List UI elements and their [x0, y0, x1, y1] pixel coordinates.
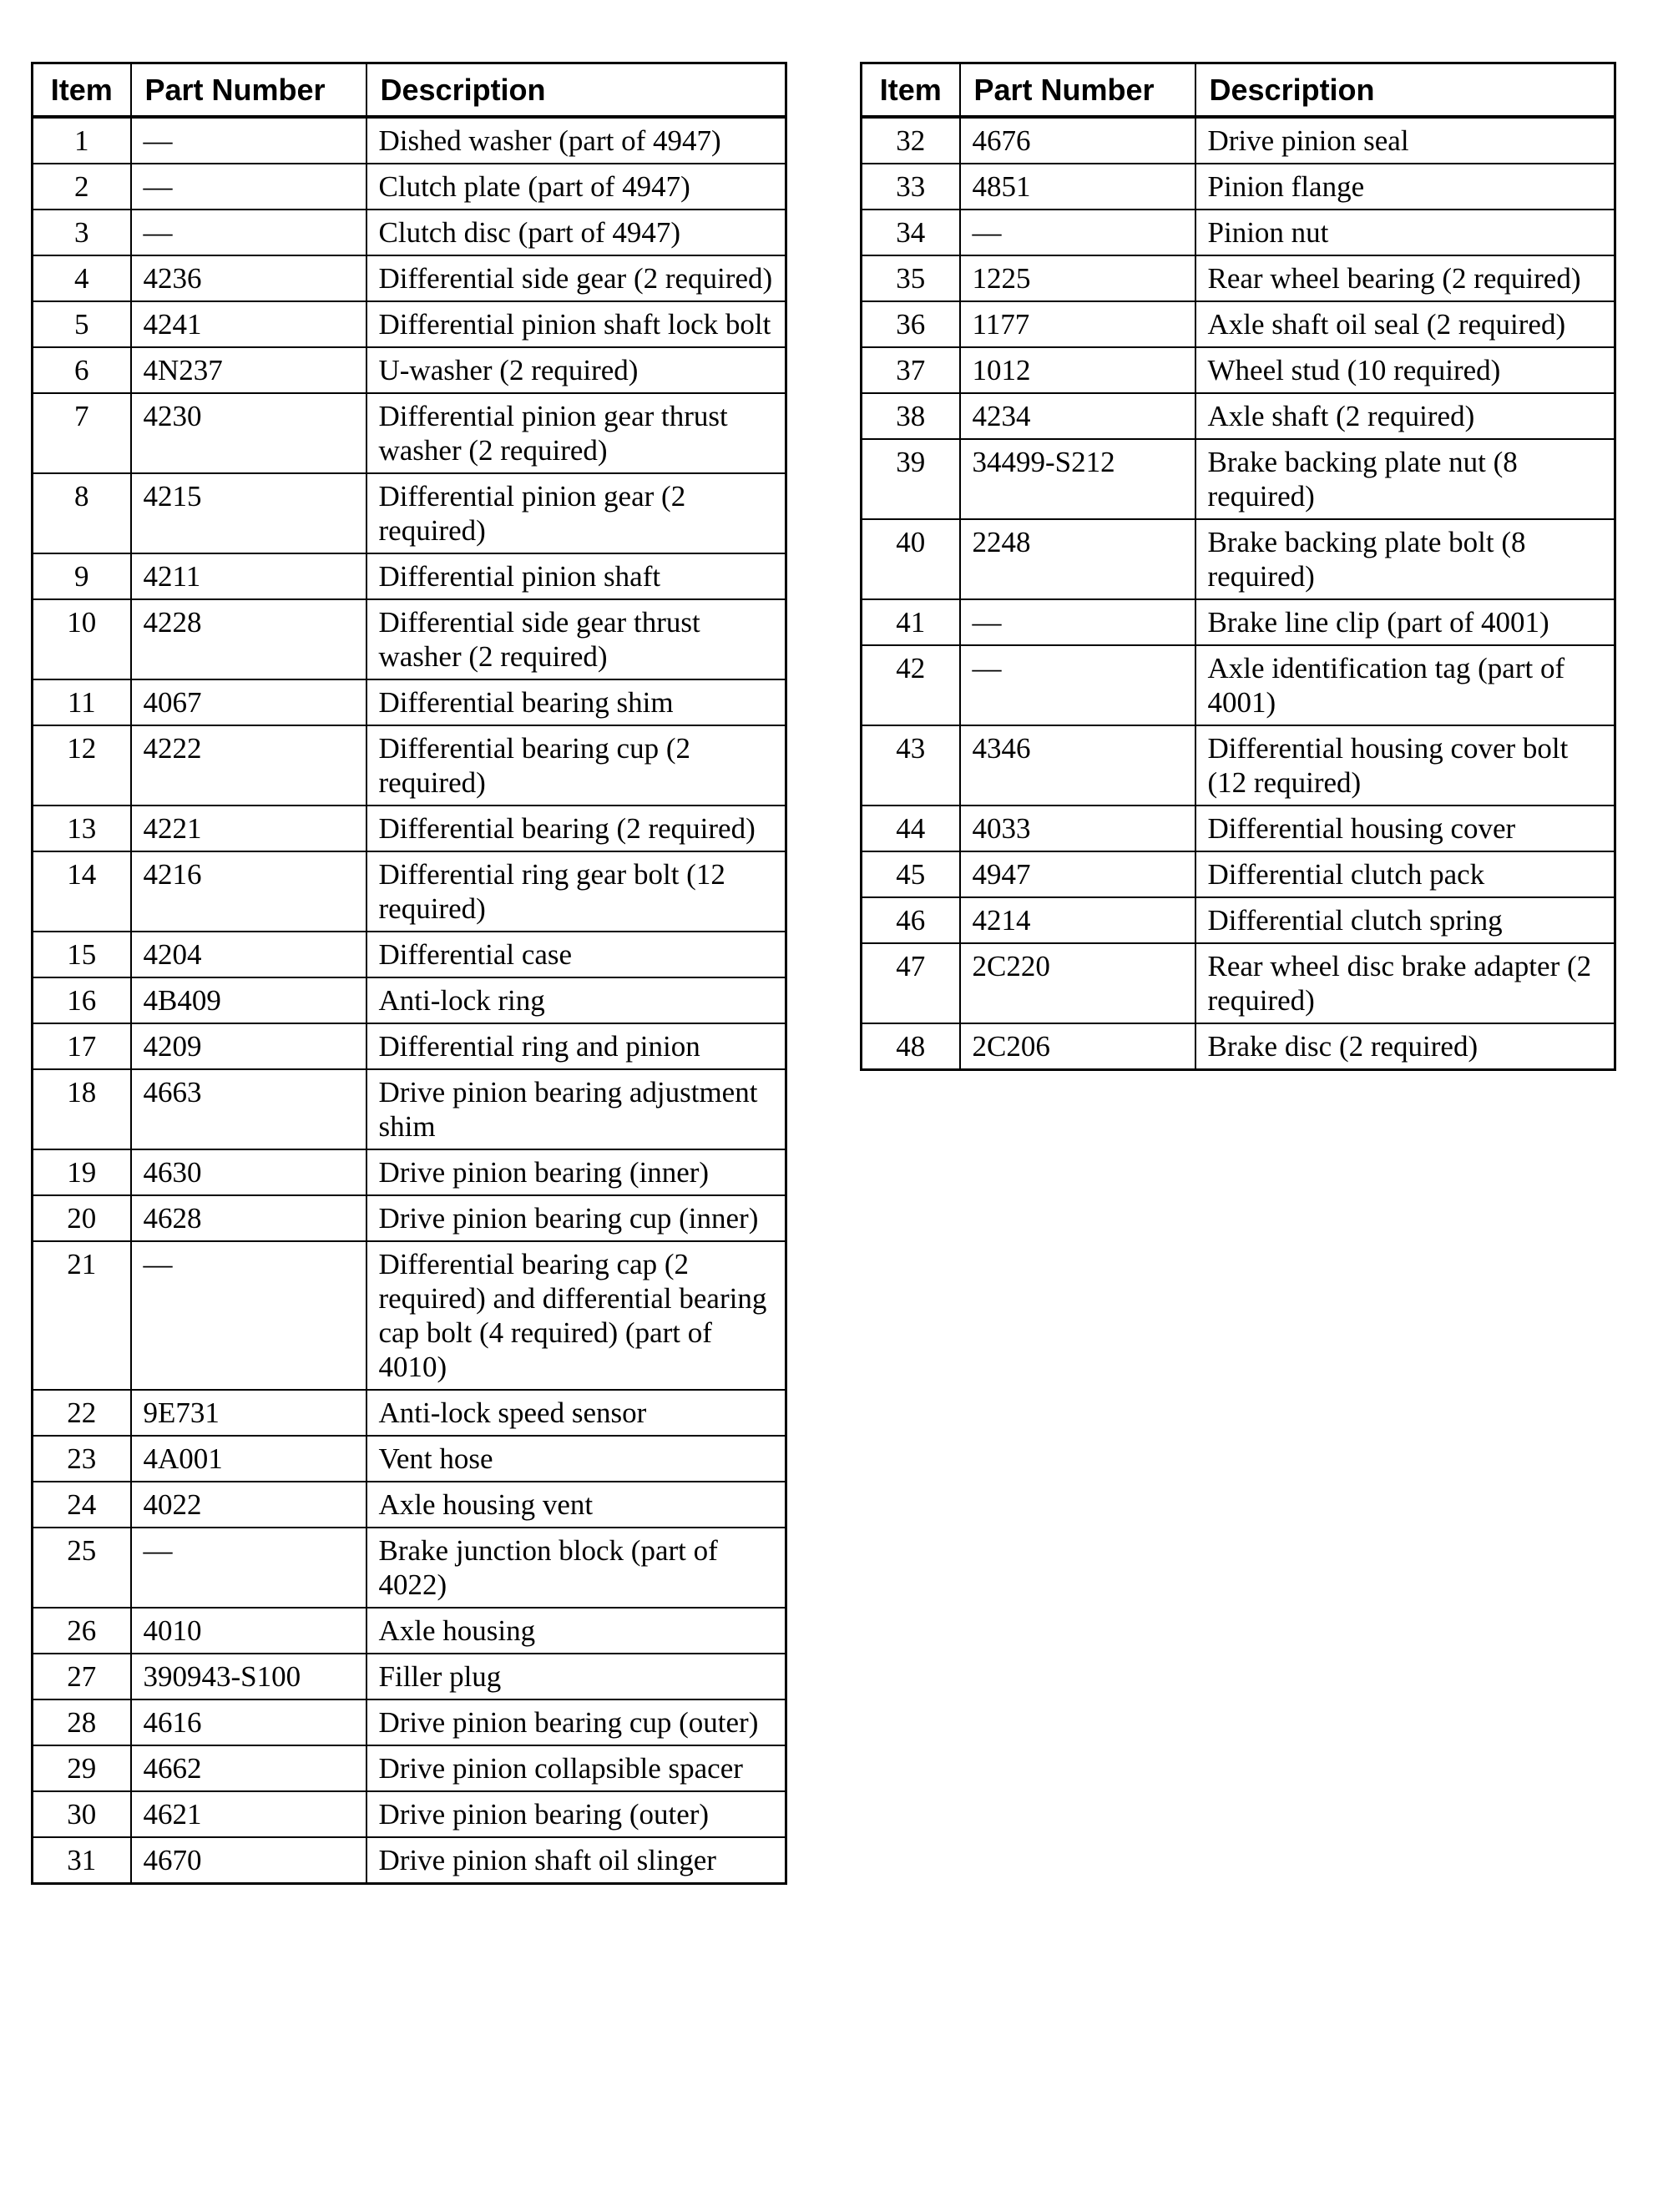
cell-description: Differential clutch pack	[1195, 851, 1615, 897]
table-row	[862, 164, 1615, 210]
cell-description: Brake backing plate nut (8 required)	[1195, 439, 1615, 519]
cell-item: 15	[33, 932, 131, 977]
cell-description: Anti-lock speed sensor	[366, 1390, 786, 1436]
cell-part-number: 4241	[131, 301, 366, 347]
cell-item: 41	[862, 599, 960, 645]
table-row	[33, 806, 786, 851]
cell-part-number: 4234	[960, 393, 1195, 439]
cell-description: Axle housing vent	[366, 1482, 786, 1528]
cell-item: 2	[33, 164, 131, 210]
cell-description: Vent hose	[366, 1436, 786, 1482]
cell-description: Differential side gear (2 required)	[366, 255, 786, 301]
cell-part-number: 2C206	[960, 1023, 1195, 1070]
cell-description: Drive pinion bearing cup (outer)	[366, 1699, 786, 1745]
cell-item: 37	[862, 347, 960, 393]
cell-description: Differential bearing (2 required)	[366, 806, 786, 851]
cell-item: 45	[862, 851, 960, 897]
cell-part-number: —	[960, 645, 1195, 725]
column-header-part-number: Part Number	[960, 63, 1195, 118]
cell-item: 11	[33, 679, 131, 725]
cell-part-number: —	[131, 1241, 366, 1390]
cell-description: Drive pinion seal	[1195, 117, 1615, 164]
cell-description: Brake line clip (part of 4001)	[1195, 599, 1615, 645]
cell-item: 47	[862, 943, 960, 1023]
cell-part-number: 34499-S212	[960, 439, 1195, 519]
cell-description: Filler plug	[366, 1654, 786, 1699]
cell-description: Axle shaft (2 required)	[1195, 393, 1615, 439]
table-row	[33, 1195, 786, 1241]
table-row	[862, 806, 1615, 851]
cell-item: 30	[33, 1791, 131, 1837]
cell-description: Drive pinion bearing cup (inner)	[366, 1195, 786, 1241]
cell-part-number: 4230	[131, 393, 366, 473]
table-row	[862, 255, 1615, 301]
cell-item: 31	[33, 1837, 131, 1884]
cell-description: Differential housing cover	[1195, 806, 1615, 851]
cell-item: 46	[862, 897, 960, 943]
table-row	[33, 851, 786, 932]
cell-description: Differential pinion gear (2 required)	[366, 473, 786, 553]
table-row	[33, 1791, 786, 1837]
cell-description: Differential side gear thrust washer (2 required)	[366, 599, 786, 679]
cell-description: U-washer (2 required)	[366, 347, 786, 393]
cell-item: 25	[33, 1528, 131, 1608]
cell-part-number: 4236	[131, 255, 366, 301]
cell-item: 48	[862, 1023, 960, 1070]
cell-description: Differential ring and pinion	[366, 1023, 786, 1069]
cell-item: 7	[33, 393, 131, 473]
table-row	[33, 393, 786, 473]
cell-description: Differential pinion shaft	[366, 553, 786, 599]
cell-item: 27	[33, 1654, 131, 1699]
cell-part-number: 4022	[131, 1482, 366, 1528]
cell-item: 38	[862, 393, 960, 439]
cell-item: 32	[862, 117, 960, 164]
cell-part-number: 390943-S100	[131, 1654, 366, 1699]
cell-item: 23	[33, 1436, 131, 1482]
cell-part-number: 4215	[131, 473, 366, 553]
cell-description: Drive pinion bearing (inner)	[366, 1149, 786, 1195]
cell-part-number: —	[960, 599, 1195, 645]
cell-description: Axle housing	[366, 1608, 786, 1654]
cell-part-number: 4N237	[131, 347, 366, 393]
cell-description: Wheel stud (10 required)	[1195, 347, 1615, 393]
cell-item: 19	[33, 1149, 131, 1195]
cell-item: 26	[33, 1608, 131, 1654]
table-row	[862, 210, 1615, 255]
cell-part-number: 4209	[131, 1023, 366, 1069]
cell-part-number: 9E731	[131, 1390, 366, 1436]
cell-part-number: 4621	[131, 1791, 366, 1837]
cell-description: Pinion flange	[1195, 164, 1615, 210]
cell-description: Dished washer (part of 4947)	[366, 117, 786, 164]
cell-part-number: 4221	[131, 806, 366, 851]
cell-description: Differential housing cover bolt (12 required)	[1195, 725, 1615, 806]
cell-description: Differential ring gear bolt (12 required)	[366, 851, 786, 932]
cell-item: 8	[33, 473, 131, 553]
cell-item: 12	[33, 725, 131, 806]
table-row	[862, 897, 1615, 943]
table-row	[33, 553, 786, 599]
cell-item: 28	[33, 1699, 131, 1745]
cell-item: 35	[862, 255, 960, 301]
cell-item: 33	[862, 164, 960, 210]
table-row	[33, 1608, 786, 1654]
cell-item: 43	[862, 725, 960, 806]
cell-item: 36	[862, 301, 960, 347]
table-row	[33, 1699, 786, 1745]
cell-description: Differential pinion shaft lock bolt	[366, 301, 786, 347]
table-row	[862, 1023, 1615, 1070]
table-row	[862, 347, 1615, 393]
cell-part-number: 1012	[960, 347, 1195, 393]
table-row	[862, 439, 1615, 519]
cell-description: Drive pinion collapsible spacer	[366, 1745, 786, 1791]
table-row	[862, 393, 1615, 439]
table-row	[33, 164, 786, 210]
table-row	[862, 117, 1615, 164]
cell-item: 20	[33, 1195, 131, 1241]
cell-part-number: 4663	[131, 1069, 366, 1149]
cell-description: Axle identification tag (part of 4001)	[1195, 645, 1615, 725]
table-row	[33, 1023, 786, 1069]
cell-item: 17	[33, 1023, 131, 1069]
cell-part-number: 4851	[960, 164, 1195, 210]
cell-description: Clutch plate (part of 4947)	[366, 164, 786, 210]
table-header-row	[33, 63, 786, 118]
table-row	[33, 117, 786, 164]
cell-part-number: 4216	[131, 851, 366, 932]
table-row	[33, 679, 786, 725]
cell-description: Differential clutch spring	[1195, 897, 1615, 943]
cell-description: Clutch disc (part of 4947)	[366, 210, 786, 255]
cell-part-number: 4010	[131, 1608, 366, 1654]
cell-part-number: 4616	[131, 1699, 366, 1745]
parts-table-right	[860, 62, 1616, 1071]
cell-item: 3	[33, 210, 131, 255]
table-row	[33, 1390, 786, 1436]
table-row	[862, 301, 1615, 347]
parts-table-left	[31, 62, 787, 1885]
parts-table-right-body	[862, 117, 1615, 1070]
cell-description: Anti-lock ring	[366, 977, 786, 1023]
cell-item: 1	[33, 117, 131, 164]
cell-part-number: —	[131, 210, 366, 255]
cell-description: Differential case	[366, 932, 786, 977]
column-header-description: Description	[366, 63, 786, 118]
cell-description: Differential pinion gear thrust washer (2 required)	[366, 393, 786, 473]
table-row	[33, 1745, 786, 1791]
cell-item: 22	[33, 1390, 131, 1436]
table-row	[862, 725, 1615, 806]
table-row	[33, 725, 786, 806]
cell-part-number: —	[131, 1528, 366, 1608]
table-row	[862, 645, 1615, 725]
cell-item: 16	[33, 977, 131, 1023]
cell-part-number: 4067	[131, 679, 366, 725]
table-row	[33, 301, 786, 347]
cell-description: Axle shaft oil seal (2 required)	[1195, 301, 1615, 347]
table-row	[33, 210, 786, 255]
cell-description: Drive pinion bearing (outer)	[366, 1791, 786, 1837]
cell-part-number: —	[131, 164, 366, 210]
cell-item: 24	[33, 1482, 131, 1528]
column-header-part-number: Part Number	[131, 63, 366, 118]
parts-table-left-body	[33, 117, 786, 1884]
cell-item: 21	[33, 1241, 131, 1390]
cell-part-number: 4676	[960, 117, 1195, 164]
cell-part-number: 4662	[131, 1745, 366, 1791]
cell-item: 10	[33, 599, 131, 679]
cell-part-number: —	[960, 210, 1195, 255]
table-row	[33, 1149, 786, 1195]
cell-description: Differential bearing cap (2 required) and differential bearing cap bolt (4 required) (part of 4010)	[366, 1241, 786, 1390]
cell-description: Rear wheel disc brake adapter (2 required)	[1195, 943, 1615, 1023]
table-row	[33, 599, 786, 679]
cell-item: 44	[862, 806, 960, 851]
cell-part-number: 4B409	[131, 977, 366, 1023]
column-header-item: Item	[33, 63, 131, 118]
cell-item: 4	[33, 255, 131, 301]
cell-item: 6	[33, 347, 131, 393]
cell-description: Differential bearing cup (2 required)	[366, 725, 786, 806]
table-row	[33, 473, 786, 553]
cell-item: 34	[862, 210, 960, 255]
cell-part-number: 2248	[960, 519, 1195, 599]
cell-description: Differential bearing shim	[366, 679, 786, 725]
cell-description: Brake disc (2 required)	[1195, 1023, 1615, 1070]
table-row	[862, 599, 1615, 645]
cell-description: Drive pinion shaft oil slinger	[366, 1837, 786, 1884]
cell-item: 18	[33, 1069, 131, 1149]
table-row	[862, 943, 1615, 1023]
column-header-description: Description	[1195, 63, 1615, 118]
cell-item: 5	[33, 301, 131, 347]
cell-description: Drive pinion bearing adjustment shim	[366, 1069, 786, 1149]
table-row	[862, 851, 1615, 897]
cell-part-number: 4670	[131, 1837, 366, 1884]
table-row	[33, 255, 786, 301]
cell-part-number: 1177	[960, 301, 1195, 347]
cell-part-number: 4628	[131, 1195, 366, 1241]
table-row	[33, 1241, 786, 1390]
cell-item: 42	[862, 645, 960, 725]
cell-item: 14	[33, 851, 131, 932]
cell-description: Brake junction block (part of 4022)	[366, 1528, 786, 1608]
cell-item: 29	[33, 1745, 131, 1791]
table-row	[33, 347, 786, 393]
cell-part-number: 4630	[131, 1149, 366, 1195]
cell-part-number: 4222	[131, 725, 366, 806]
cell-part-number: —	[131, 117, 366, 164]
cell-item: 13	[33, 806, 131, 851]
cell-part-number: 4033	[960, 806, 1195, 851]
cell-part-number: 1225	[960, 255, 1195, 301]
cell-part-number: 4228	[131, 599, 366, 679]
table-row	[862, 519, 1615, 599]
table-header-row	[862, 63, 1615, 118]
table-row	[33, 1528, 786, 1608]
cell-part-number: 4A001	[131, 1436, 366, 1482]
cell-part-number: 2C220	[960, 943, 1195, 1023]
table-row	[33, 932, 786, 977]
cell-part-number: 4211	[131, 553, 366, 599]
cell-description: Brake backing plate bolt (8 required)	[1195, 519, 1615, 599]
cell-part-number: 4947	[960, 851, 1195, 897]
table-row	[33, 1069, 786, 1149]
table-row	[33, 1837, 786, 1884]
table-row	[33, 1482, 786, 1528]
table-row	[33, 1436, 786, 1482]
cell-description: Rear wheel bearing (2 required)	[1195, 255, 1615, 301]
cell-item: 39	[862, 439, 960, 519]
cell-part-number: 4214	[960, 897, 1195, 943]
cell-item: 9	[33, 553, 131, 599]
column-header-item: Item	[862, 63, 960, 118]
cell-part-number: 4346	[960, 725, 1195, 806]
cell-item: 40	[862, 519, 960, 599]
table-row	[33, 977, 786, 1023]
table-row	[33, 1654, 786, 1699]
cell-part-number: 4204	[131, 932, 366, 977]
cell-description: Pinion nut	[1195, 210, 1615, 255]
